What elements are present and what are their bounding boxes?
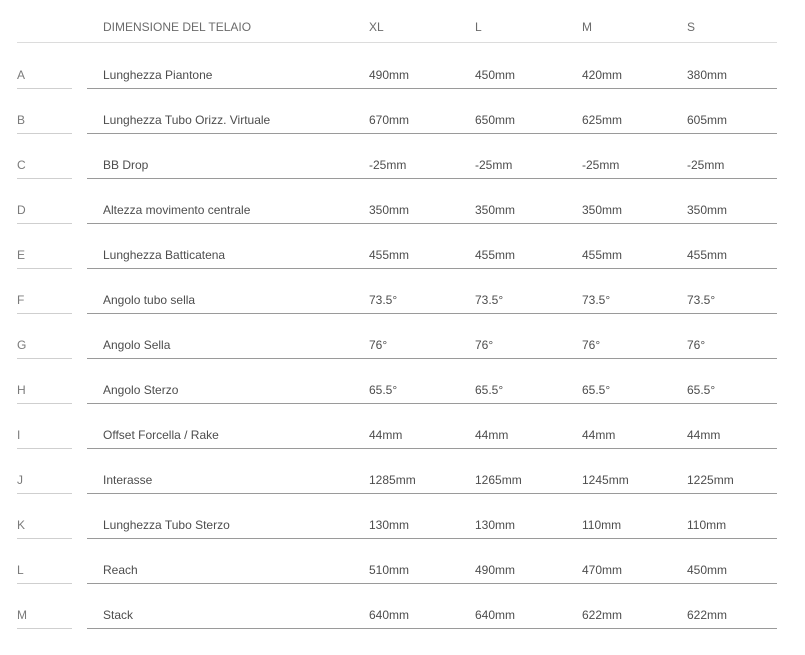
table-row bbox=[0, 540, 805, 585]
value-xl: 510mm bbox=[369, 563, 410, 577]
row-divider-short bbox=[17, 223, 72, 224]
value-m: 622mm bbox=[582, 608, 623, 622]
value-s: 44mm bbox=[687, 428, 721, 442]
row-label: Altezza movimento centrale bbox=[103, 203, 251, 217]
value-l: 44mm bbox=[475, 428, 509, 442]
row-divider bbox=[87, 133, 777, 134]
table-row bbox=[0, 90, 805, 135]
value-s: 65.5° bbox=[687, 383, 716, 397]
value-m: 73.5° bbox=[582, 293, 611, 307]
value-l: 1265mm bbox=[475, 473, 522, 487]
row-label: Lunghezza Piantone bbox=[103, 68, 213, 82]
value-s: 455mm bbox=[687, 248, 728, 262]
value-l: 73.5° bbox=[475, 293, 504, 307]
row-divider bbox=[87, 583, 777, 584]
row-letter: J bbox=[17, 473, 23, 487]
row-label: Offset Forcella / Rake bbox=[103, 428, 219, 442]
header-size-l: L bbox=[475, 20, 482, 34]
value-s: 605mm bbox=[687, 113, 728, 127]
row-divider-short bbox=[17, 268, 72, 269]
value-m: 76° bbox=[582, 338, 601, 352]
row-letter: A bbox=[17, 68, 26, 82]
table-row bbox=[0, 45, 805, 90]
value-xl: 73.5° bbox=[369, 293, 398, 307]
value-s: 76° bbox=[687, 338, 706, 352]
value-xl: 455mm bbox=[369, 248, 410, 262]
value-l: 76° bbox=[475, 338, 494, 352]
row-label: Lunghezza Tubo Orizz. Virtuale bbox=[103, 113, 271, 127]
value-m: 44mm bbox=[582, 428, 616, 442]
table-row bbox=[0, 585, 805, 630]
value-l: 640mm bbox=[475, 608, 516, 622]
header-size-s: S bbox=[687, 20, 696, 34]
row-divider-short bbox=[17, 403, 72, 404]
row-divider bbox=[87, 448, 777, 449]
value-s: 450mm bbox=[687, 563, 728, 577]
value-l: 650mm bbox=[475, 113, 516, 127]
row-letter: E bbox=[17, 248, 26, 262]
value-s: 350mm bbox=[687, 203, 728, 217]
row-divider-short bbox=[17, 313, 72, 314]
value-xl: 44mm bbox=[369, 428, 403, 442]
table-row bbox=[0, 495, 805, 540]
row-label: Interasse bbox=[103, 473, 153, 487]
table-row bbox=[0, 180, 805, 225]
row-letter: K bbox=[17, 518, 26, 532]
row-label: BB Drop bbox=[103, 158, 149, 172]
table-header bbox=[0, 0, 805, 43]
row-divider bbox=[87, 313, 777, 314]
row-label: Lunghezza Batticatena bbox=[103, 248, 226, 262]
value-m: 350mm bbox=[582, 203, 623, 217]
row-label: Angolo Sella bbox=[103, 338, 171, 352]
value-s: 622mm bbox=[687, 608, 728, 622]
value-l: 455mm bbox=[475, 248, 516, 262]
value-xl: 76° bbox=[369, 338, 388, 352]
value-s: 380mm bbox=[687, 68, 728, 82]
row-divider-short bbox=[17, 628, 72, 629]
row-divider-short bbox=[17, 88, 72, 89]
value-s: -25mm bbox=[687, 158, 725, 172]
value-xl: 350mm bbox=[369, 203, 410, 217]
row-letter: C bbox=[17, 158, 26, 172]
value-xl: -25mm bbox=[369, 158, 407, 172]
row-divider bbox=[87, 403, 777, 404]
value-s: 73.5° bbox=[687, 293, 716, 307]
table-row bbox=[0, 450, 805, 495]
value-xl: 670mm bbox=[369, 113, 410, 127]
value-l: 65.5° bbox=[475, 383, 504, 397]
value-m: 420mm bbox=[582, 68, 623, 82]
value-m: 1245mm bbox=[582, 473, 629, 487]
value-l: 350mm bbox=[475, 203, 516, 217]
row-divider-short bbox=[17, 178, 72, 179]
row-letter: G bbox=[17, 338, 27, 352]
value-xl: 65.5° bbox=[369, 383, 398, 397]
row-divider-short bbox=[17, 493, 72, 494]
row-divider bbox=[87, 88, 777, 89]
value-m: 455mm bbox=[582, 248, 623, 262]
value-m: 65.5° bbox=[582, 383, 611, 397]
row-label: Stack bbox=[103, 608, 134, 622]
value-l: 450mm bbox=[475, 68, 516, 82]
row-divider bbox=[87, 268, 777, 269]
table-row bbox=[0, 315, 805, 360]
row-divider-short bbox=[17, 538, 72, 539]
value-m: 625mm bbox=[582, 113, 623, 127]
value-xl: 490mm bbox=[369, 68, 410, 82]
row-label: Lunghezza Tubo Sterzo bbox=[103, 518, 230, 532]
row-divider bbox=[87, 223, 777, 224]
value-m: 110mm bbox=[582, 518, 622, 532]
row-label: Reach bbox=[103, 563, 138, 577]
value-xl: 640mm bbox=[369, 608, 410, 622]
row-divider bbox=[87, 178, 777, 179]
header-size-m: M bbox=[582, 20, 592, 34]
row-label: Angolo tubo sella bbox=[103, 293, 196, 307]
row-label: Angolo Sterzo bbox=[103, 383, 179, 397]
row-divider-short bbox=[17, 448, 72, 449]
row-divider bbox=[87, 493, 777, 494]
row-divider-short bbox=[17, 133, 72, 134]
value-s: 110mm bbox=[687, 518, 727, 532]
row-divider bbox=[87, 628, 777, 629]
row-divider-short bbox=[17, 358, 72, 359]
row-letter: H bbox=[17, 383, 26, 397]
value-l: 490mm bbox=[475, 563, 516, 577]
table-row bbox=[0, 360, 805, 405]
value-l: 130mm bbox=[475, 518, 516, 532]
table-row bbox=[0, 270, 805, 315]
header-frame-dimension: DIMENSIONE DEL TELAIO bbox=[103, 20, 252, 34]
row-letter: F bbox=[17, 293, 25, 307]
value-xl: 130mm bbox=[369, 518, 410, 532]
value-s: 1225mm bbox=[687, 473, 734, 487]
value-m: 470mm bbox=[582, 563, 623, 577]
value-l: -25mm bbox=[475, 158, 513, 172]
value-xl: 1285mm bbox=[369, 473, 416, 487]
row-divider bbox=[87, 538, 777, 539]
header-size-xl: XL bbox=[369, 20, 384, 34]
row-divider-short bbox=[17, 583, 72, 584]
row-letter: L bbox=[17, 563, 24, 577]
table-row bbox=[0, 405, 805, 450]
value-m: -25mm bbox=[582, 158, 620, 172]
row-letter: I bbox=[17, 428, 21, 442]
table-row bbox=[0, 225, 805, 270]
row-letter: B bbox=[17, 113, 26, 127]
header-divider bbox=[17, 42, 777, 43]
row-letter: D bbox=[17, 203, 26, 217]
table-row bbox=[0, 135, 805, 180]
row-letter: M bbox=[17, 608, 27, 622]
row-divider bbox=[87, 358, 777, 359]
